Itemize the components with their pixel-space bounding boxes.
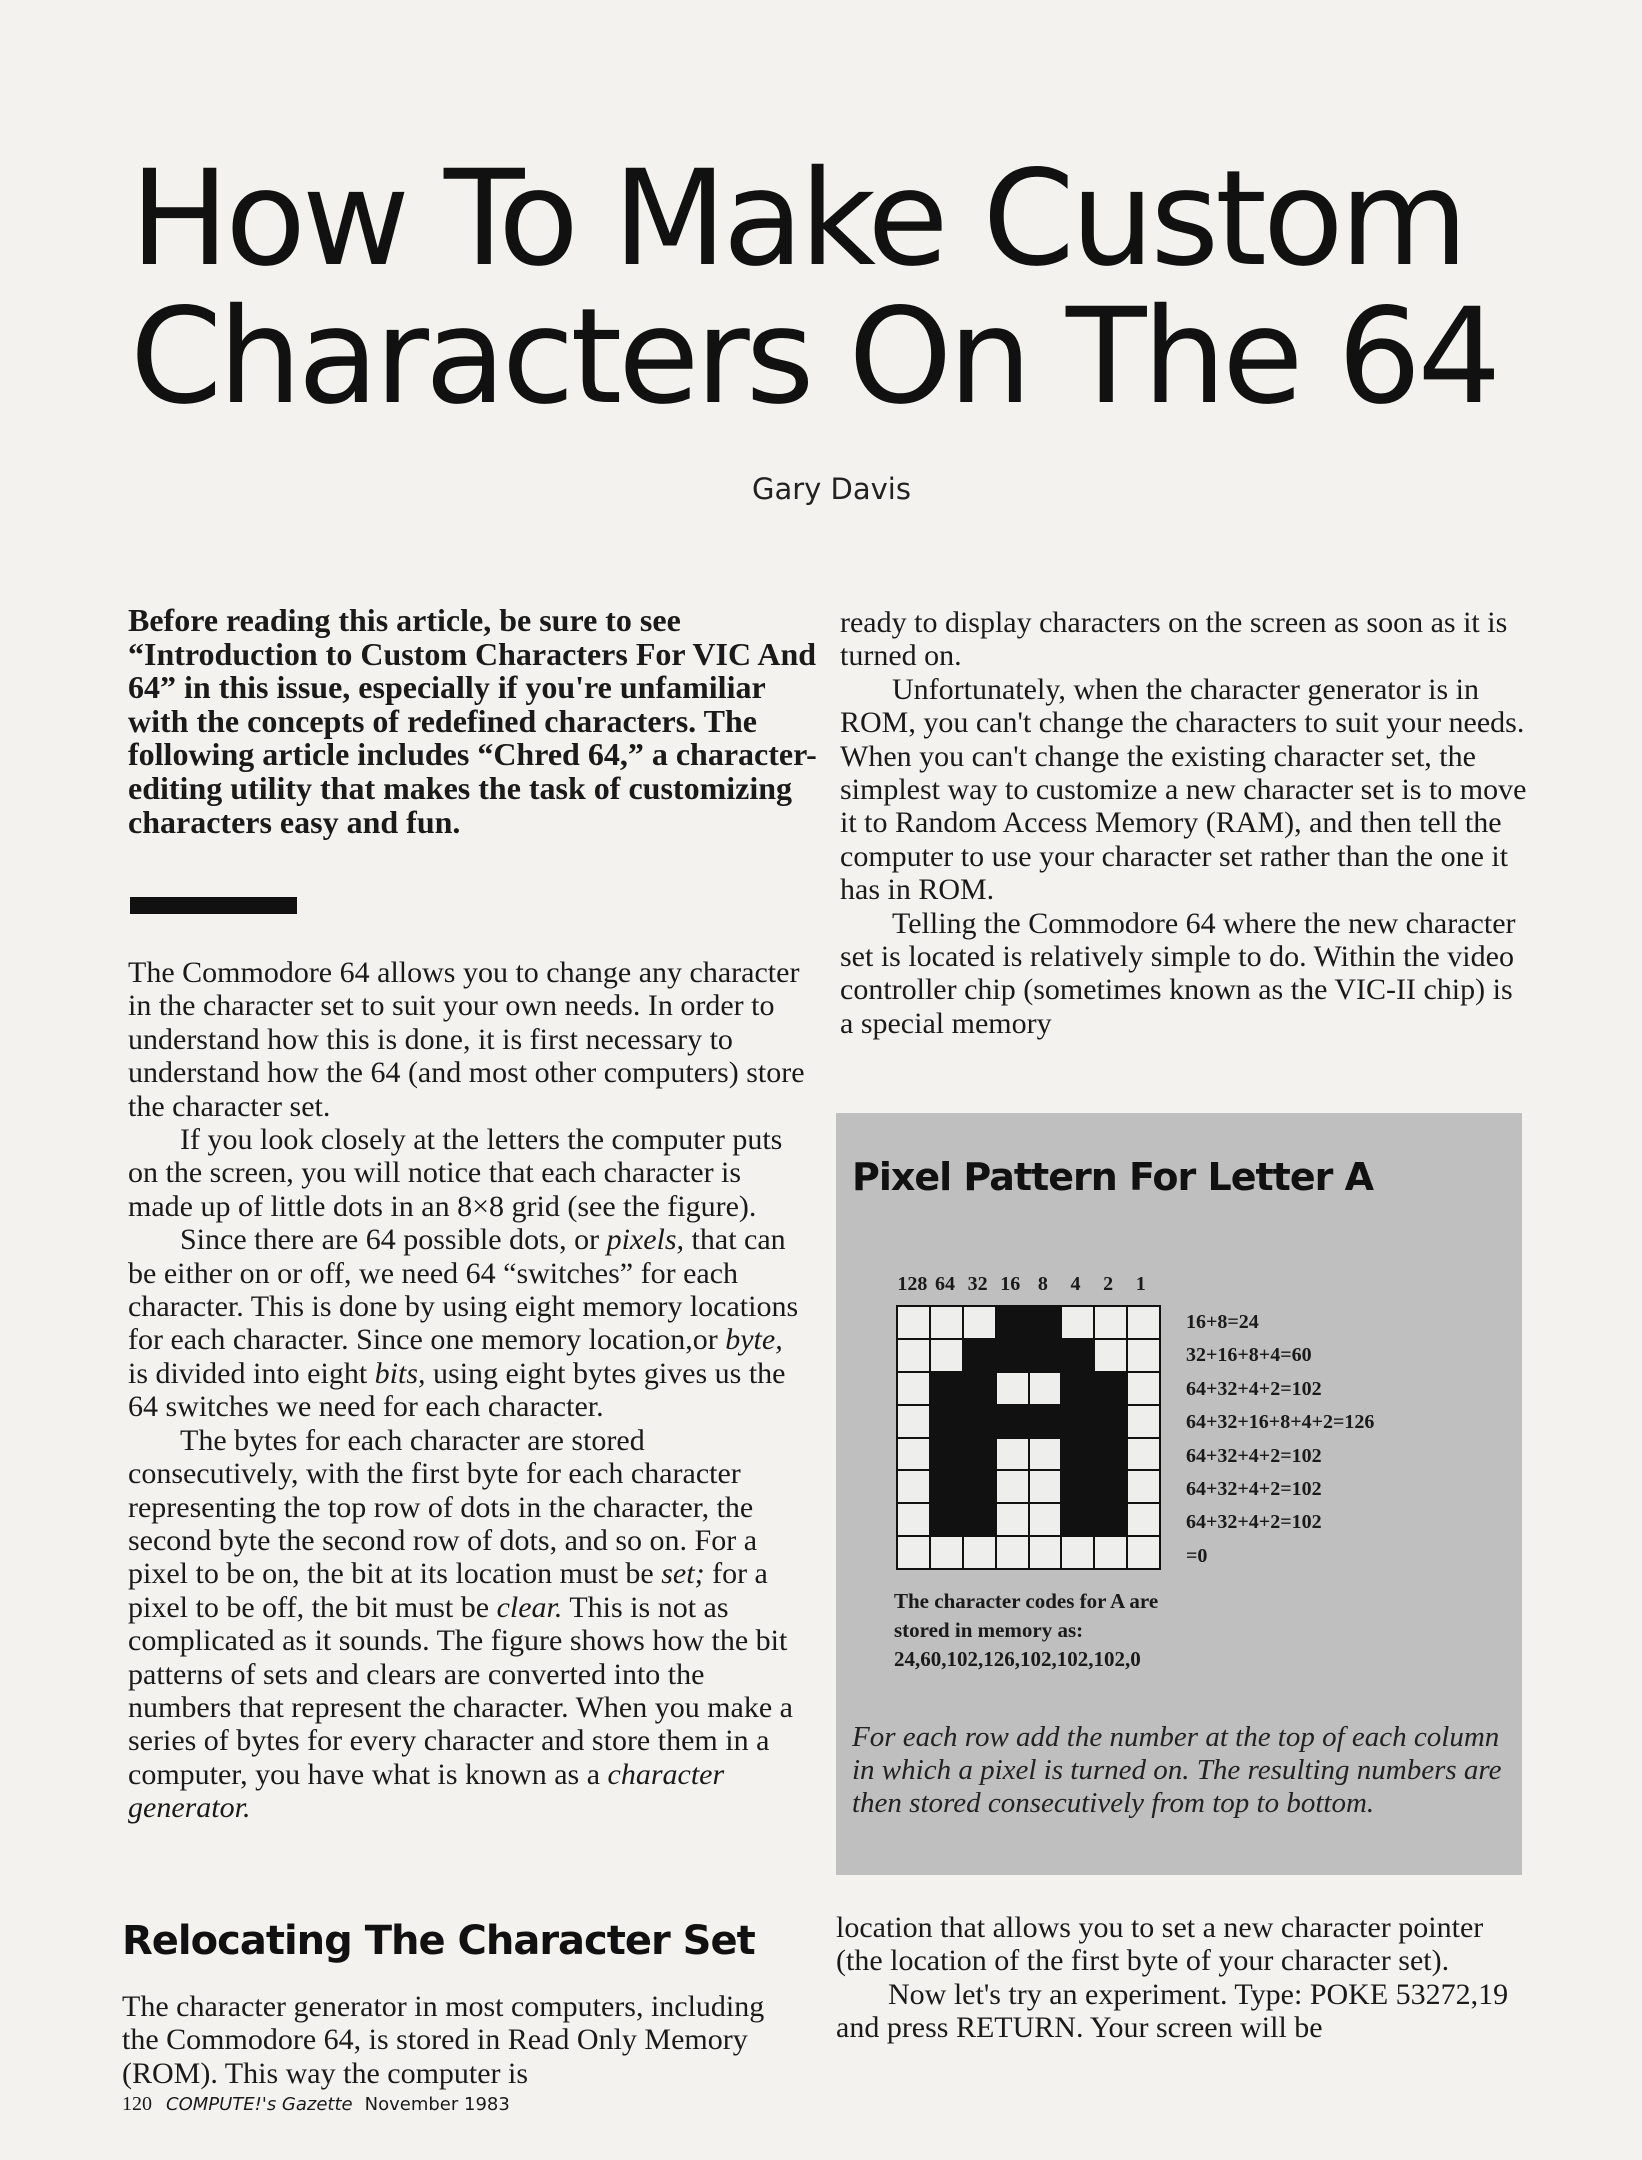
pixel-off (964, 1537, 995, 1568)
pixel-on (997, 1340, 1028, 1371)
pixel-off (898, 1373, 929, 1404)
article-title (130, 142, 1530, 434)
text-run: The bytes for each character are stored consecutively, with the first byte for each character representing the top row of dots in the character, the second byte the second row of dots, and so on. For a pixel to be on, the bit at its location must be (128, 1423, 758, 1591)
body-paragraph: If you look closely at the letters the computer puts on the screen, you will notice that each character is made up of little dots in an 8×8 grid (see the figure). (128, 1123, 783, 1223)
text-run: This is not as complicated as it sounds. The figure shows how the bit patterns of sets and clears are converted into the numbers that represent the character. When you make a series of bytes for every character and store them in a computer, you have what is known as a (128, 1590, 793, 1791)
pixel-off (1030, 1504, 1061, 1535)
pixel-on (1062, 1504, 1093, 1535)
pixel-off (898, 1504, 929, 1535)
column-weight-label: 2 (1103, 1273, 1114, 1295)
row-sum: =0 (1186, 1544, 1208, 1567)
codes-line: stored in memory as: (894, 1618, 1084, 1642)
body-paragraph: The Commodore 64 allows you to change any character in the character set to suit your own needs. In order to understand how this is done, it is first necessary to understand how the 64 (and most other computers) store the character set. (128, 956, 805, 1123)
pixel-off (898, 1307, 929, 1338)
pixel-on (964, 1439, 995, 1470)
pixel-off (997, 1471, 1028, 1502)
column-weight-label: 1 (1135, 1273, 1146, 1295)
column-weight-label: 16 (1000, 1273, 1021, 1295)
codes-values: 24,60,102,126,102,102,102,0 (894, 1647, 1141, 1671)
pixel-off (1030, 1373, 1061, 1404)
section-heading: Relocating The Character Set (122, 1918, 755, 1964)
pixel-off (1062, 1307, 1093, 1338)
pixel-on (964, 1406, 995, 1437)
pixel-on (931, 1439, 962, 1470)
body-paragraph: location that allows you to set a new character pointer (the location of the first byte of your character set). (836, 1911, 1484, 1978)
pixel-on (1095, 1504, 1126, 1535)
emphasis: clear. (496, 1590, 563, 1624)
pixel-off (1128, 1307, 1159, 1338)
row-sums (1186, 1306, 1486, 1573)
author-byline: Gary Davis (752, 472, 911, 506)
column-weights (896, 1273, 1166, 1303)
pixel-grid (896, 1305, 1161, 1570)
row-sum: 64+32+4+2=102 (1186, 1377, 1322, 1400)
body-paragraph: ready to display characters on the screen as soon as it is turned on. (840, 606, 1508, 673)
codes-line: The character codes for A are (894, 1589, 1159, 1613)
row-sum: 16+8=24 (1186, 1311, 1259, 1333)
figure-caption: For each row add the number at the top of each column in which a pixel is turned on. The resulting numbers are then stored consecutively from top to bottom. (852, 1721, 1502, 1819)
magazine-name: COMPUTE!'s Gazette (166, 2094, 353, 2115)
body-paragraph: Telling the Commodore 64 where the new character set is located is relatively simple to do. Within the video controller chip (sometimes known as the VIC-II chip) is a special memory (840, 906, 1516, 1040)
pixel-off (1128, 1471, 1159, 1502)
pixel-off (1128, 1406, 1159, 1437)
pixel-off (997, 1537, 1028, 1568)
figure-title: Pixel Pattern For Letter A (852, 1155, 1373, 1199)
row-sum: 64+32+4+2=102 (1186, 1444, 1322, 1467)
section-body (122, 1990, 792, 2090)
pixel-off (931, 1340, 962, 1371)
pixel-off (1128, 1340, 1159, 1371)
pixel-on (1095, 1406, 1126, 1437)
pixel-off (1030, 1471, 1061, 1502)
pixel-off (898, 1471, 929, 1502)
title-line-1: How To Make Custom (130, 142, 1465, 296)
text-run: using eight bytes gives us the 64 switches we need for each character. (128, 1356, 786, 1424)
pixel-off (1030, 1439, 1061, 1470)
page-number: 120 (122, 2093, 152, 2115)
text-run: Since there are 64 possible dots, or (180, 1223, 607, 1257)
pixel-on (997, 1307, 1028, 1338)
emphasis: byte, (725, 1323, 783, 1357)
body-paragraph: Now let's try an experiment. Type: POKE 53272,19 and press RETURN. Your screen will be (836, 1977, 1509, 2045)
text-run: is divided into eight (128, 1356, 375, 1390)
pixel-off (898, 1406, 929, 1437)
pixel-off (1128, 1373, 1159, 1404)
column-weight-label: 4 (1070, 1273, 1081, 1295)
pixel-off (898, 1340, 929, 1371)
page-footer (122, 2093, 510, 2116)
right-column-top (840, 606, 1530, 1040)
pixel-on (964, 1340, 995, 1371)
pixel-on (1062, 1471, 1093, 1502)
emphasis: character generator. (128, 1757, 725, 1825)
pixel-off (1095, 1340, 1126, 1371)
issue-date: November 1983 (364, 2094, 510, 2115)
row-sum: 32+16+8+4=60 (1186, 1344, 1312, 1367)
pixel-off (997, 1373, 1028, 1404)
pixel-off (964, 1307, 995, 1338)
text-run: that can be either on or off, we need 64 “switches” for each character. This is done by using eight memory locations for each character. Since one memory location,or (128, 1223, 799, 1357)
pixel-on (964, 1373, 995, 1404)
column-weight-label: 128 (897, 1273, 928, 1295)
pixel-off (898, 1537, 929, 1568)
pixel-off (1128, 1537, 1159, 1568)
pixel-on (1062, 1406, 1093, 1437)
pixel-on (964, 1504, 995, 1535)
section-divider (130, 897, 297, 914)
pixel-off (1030, 1537, 1061, 1568)
body-paragraph (128, 1424, 808, 1825)
pixel-off (1128, 1504, 1159, 1535)
pixel-on (964, 1471, 995, 1502)
pixel-on (1030, 1307, 1061, 1338)
column-weight-label: 64 (934, 1273, 955, 1295)
body-paragraph: Unfortunately, when the character generator is in ROM, you can't change the characters to suit your needs. When you can't change the existing character set, the simplest way to customize a new character set is to move it to Random Access Memory (RAM), and then tell the computer to use your character set rather than the one it has in ROM. (840, 672, 1527, 907)
column-weight-label: 32 (967, 1273, 988, 1295)
pixel-off (898, 1439, 929, 1470)
intro-paragraph: Before reading this article, be sure to see “Introduction to Custom Characters For VIC And 64” in this issue, especially if you're unfamiliar with the concepts of redefined characters. The following article includes “Chred 64,” a character-editing utility that makes the task of customizing characters easy and fun. (128, 602, 817, 840)
pixel-off (997, 1504, 1028, 1535)
row-sum: 64+32+16+8+4+2=126 (1186, 1411, 1375, 1434)
pixel-on (1062, 1340, 1093, 1371)
pixel-on (1062, 1439, 1093, 1470)
row-sum: 64+32+4+2=102 (1186, 1477, 1322, 1500)
pixel-off (1095, 1307, 1126, 1338)
pixel-on (931, 1471, 962, 1502)
body-paragraph (128, 1223, 808, 1423)
text-run: for a pixel to be off, the bit must be (128, 1557, 768, 1624)
pixel-on (1095, 1373, 1126, 1404)
pixel-off (931, 1537, 962, 1568)
pixel-on (1062, 1373, 1093, 1404)
column-weight-label: 8 (1037, 1273, 1048, 1295)
pixel-pattern-figure (836, 1113, 1522, 1875)
left-column (128, 956, 808, 1825)
pixel-on (931, 1406, 962, 1437)
body-paragraph: The character generator in most computers, including the Commodore 64, is stored in Read Only Memory (ROM). This way the computer is (122, 1990, 765, 2090)
title-line-2: Characters On The 64 (130, 280, 1498, 434)
emphasis: pixels, (606, 1223, 685, 1257)
pixel-on (1095, 1471, 1126, 1502)
emphasis: bits, (374, 1356, 426, 1390)
pixel-on (1095, 1439, 1126, 1470)
pixel-off (997, 1439, 1028, 1470)
pixel-off (931, 1307, 962, 1338)
pixel-on (931, 1504, 962, 1535)
pixel-on (997, 1406, 1028, 1437)
character-codes (894, 1587, 1254, 1674)
pixel-off (1062, 1537, 1093, 1568)
row-sum: 64+32+4+2=102 (1186, 1511, 1322, 1534)
pixel-on (1030, 1340, 1061, 1371)
right-column-bottom (836, 1911, 1536, 2045)
pixel-on (1030, 1406, 1061, 1437)
pixel-off (1128, 1439, 1159, 1470)
pixel-on (931, 1373, 962, 1404)
emphasis: set; (661, 1557, 705, 1591)
pixel-off (1095, 1537, 1126, 1568)
